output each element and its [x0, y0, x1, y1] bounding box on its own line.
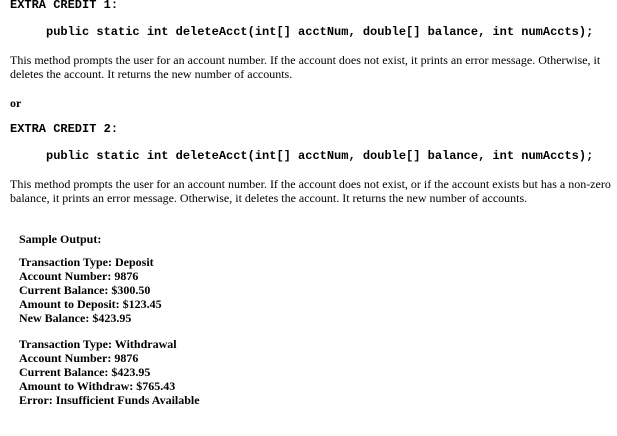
extra-credit-2-heading: EXTRA CREDIT 2:	[10, 122, 119, 136]
extra-credit-1-description: This method prompts the user for an account number. If the account does not exist, it prints an error message. Otherwise, it deletes the account. It returns the new number of accounts.	[10, 53, 601, 81]
deposit-sample-block	[19, 255, 162, 325]
deposit-line: Account Number: 9876	[19, 269, 139, 283]
deposit-line: Current Balance: $300.50	[19, 283, 151, 297]
extra-credit-2-signature: public static int deleteAcct(int[] acctNum, double[] balance, int numAccts);	[46, 149, 594, 163]
deposit-line: New Balance: $423.95	[19, 311, 132, 325]
deposit-line: Transaction Type: Deposit	[19, 255, 154, 269]
or-separator: or	[10, 96, 22, 110]
withdrawal-line: Account Number: 9876	[19, 351, 139, 365]
deposit-line: Amount to Deposit: $123.45	[19, 297, 162, 311]
extra-credit-1-heading: EXTRA CREDIT 1:	[10, 0, 119, 12]
withdrawal-sample-block	[19, 337, 200, 407]
extra-credit-1-signature: public static int deleteAcct(int[] acctNum, double[] balance, int numAccts);	[46, 25, 594, 39]
withdrawal-line: Current Balance: $423.95	[19, 365, 151, 379]
withdrawal-line: Amount to Withdraw: $765.43	[19, 379, 176, 393]
withdrawal-line: Error: Insufficient Funds Available	[19, 393, 200, 407]
withdrawal-line: Transaction Type: Withdrawal	[19, 337, 177, 351]
sample-output-title: Sample Output:	[19, 232, 102, 246]
extra-credit-2-description: This method prompts the user for an account number. If the account does not exist, or if the account exists but has a non-zero balance, it prints an error message. Otherwise, it deletes the account. It returns the new number of accounts.	[10, 177, 611, 205]
